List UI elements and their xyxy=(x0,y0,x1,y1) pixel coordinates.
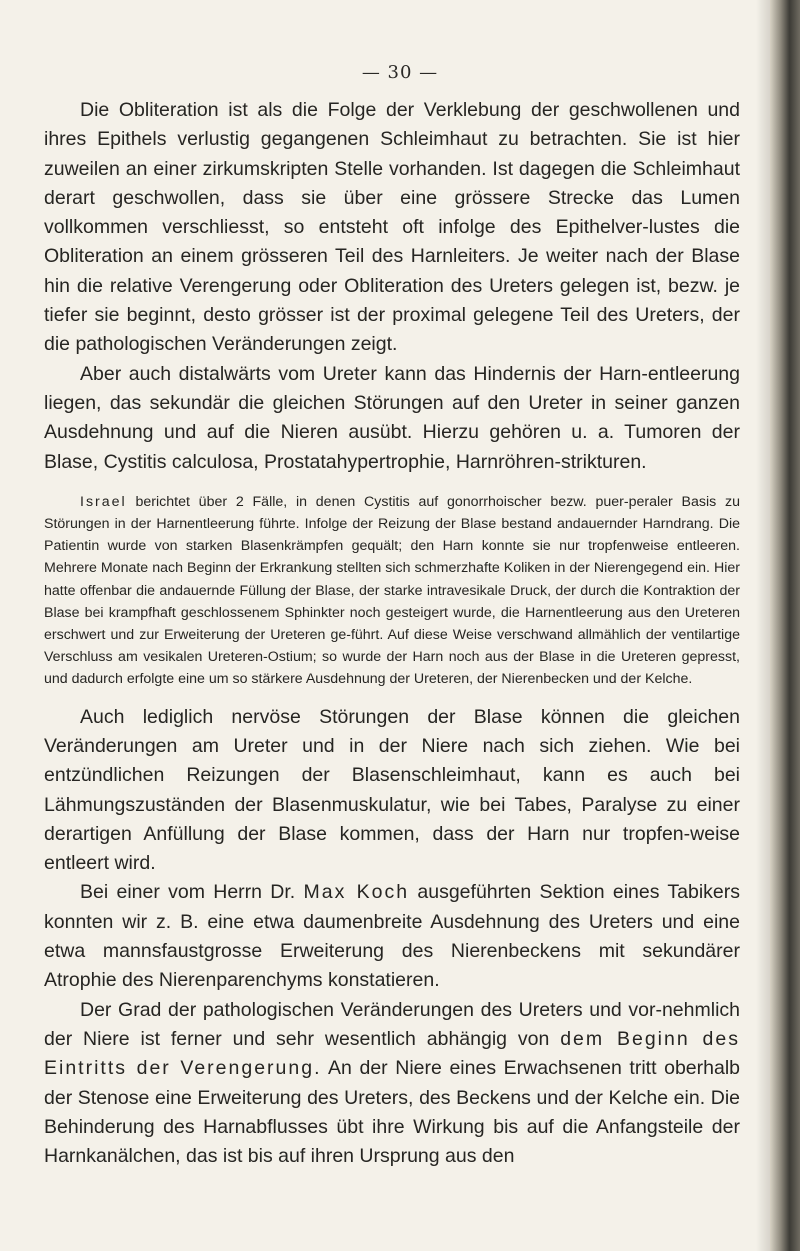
case-report-author: Israel xyxy=(80,493,127,510)
page-number: — 30 — xyxy=(361,62,439,83)
physician-name: Max Koch xyxy=(303,881,410,904)
degree-text-after: An der Niere eines Erwachsenen tritt oberhalb der Stenose eine Erweiterung des Ureters, des Beckens und der Kelche ein. Die Behinderung des Harnabflusses übt ihre Wirkung bis auf die Anfangsteile der Harnkanälchen, das ist bis auf ihren Ursprung aus den xyxy=(44,1057,740,1168)
paragraph-distal-obstruction: Aber auch distalwärts vom Ureter kann das Hindernis der Harn-entleerung liegen, das sekundär die gleichen Störungen auf den Ureter in seiner ganzen Ausdehnung und auf die Nieren ausübt. Hierzu gehören u. a. Tumoren der Blase, Cystitis calculosa, Prostatahypertrophie, Harnröhren-strikturen. xyxy=(44,362,740,473)
paragraph-degree-of-change xyxy=(44,996,740,1172)
paragraph-autopsy xyxy=(44,878,740,995)
paragraph-obliteration: Die Obliteration ist als die Folge der Verklebung der geschwollenen und ihres Epithels verlustig gegangenen Schleimhaut zu betrachten. Sie ist hier zuweilen an einer zirkumskripten Stelle vorhanden. Ist dagegen die Schleimhaut derart geschwollen, dass sie über eine grössere Strecke das Lumen vollkommen verschliesst, so entsteht oft infolge des Epithelver-lustes die Obliteration an einem grösseren Teil des Harnleiters. Je weiter nach der Blase hin die relative Verengerung oder Obliteration des Ureters gelegen ist, bezw. je tiefer sie beginnt, desto grösser ist der proximal gelegene Teil des Ureters, der die pathologischen Veränderungen zeigt. xyxy=(44,99,740,356)
case-report-israel xyxy=(44,491,740,691)
case-report-text: berichtet über 2 Fälle, in denen Cystitis auf gonorrhoischer bezw. puer-peraler Basis zu Störungen in der Harnentleerung führte. Infolge der Reizung der Blase bestand andauernder Harndrang. Die Patientin wurde von starken Blasenkrämpfen gequält; den Harn konnte sie nur tropfenweise entleeren. Mehrere Monate nach Beginn der Erkrankung stellten sich schmerzhafte Koliken in der Nierengegend ein. Hier hatte offenbar die andauernde Füllung der Blase, der starke intravesikale Druck, der durch die Kontraktion der Blase bei krampfhaft geschlossenem Sphinkter noch gesteigert wurde, die Harnentleerung aus den Ureteren erschwert und zur Erweiterung der Ureteren ge-führt. Auf diese Weise verschwand allmählich der ventilartige Verschluss am vesikalen Ureteren-Ostium; so wurde der Harn noch aus der Blase in die Ureteren gepresst, und dadurch erfolgte eine um so stärkere Ausdehnung der Ureteren, der Nierenbecken und der Kelche. xyxy=(44,493,740,688)
degree-text-before: Der Grad der pathologischen Veränderungen des Ureters und vor-nehmlich der Niere ist ferner und sehr wesentlich abhängig von xyxy=(44,998,740,1050)
paragraph-nervous-disorders: Auch lediglich nervöse Störungen der Blase können die gleichen Veränderungen am Ureter und in der Niere nach sich ziehen. Wie bei entzündlichen Reizungen der Blasenschleimhaut, kann es auch bei Lähmungszuständen der Blasenmuskulatur, wie bei Tabes, Paralyse zu einer derartigen Anfüllung der Blase kommen, dass der Harn nur tropfen-weise entleert wird. xyxy=(44,705,740,875)
autopsy-text-before: Bei einer vom Herrn Dr. xyxy=(80,881,296,904)
binding-shadow xyxy=(756,0,770,1251)
book-binding-edge xyxy=(770,0,800,1251)
text-column xyxy=(44,96,740,1171)
degree-emphasis: dem Beginn des Eintritts der Verengerung. xyxy=(44,1027,741,1080)
autopsy-text-after: ausgeführten Sektion eines Tabikers konnten wir z. B. eine etwa daumenbreite Ausdehnung des Ureters und eine etwa mannsfaustgrosse Erweiterung des Nierenbeckens mit sekundärer Atrophie des Nierenparenchyms konstatieren. xyxy=(44,881,741,992)
